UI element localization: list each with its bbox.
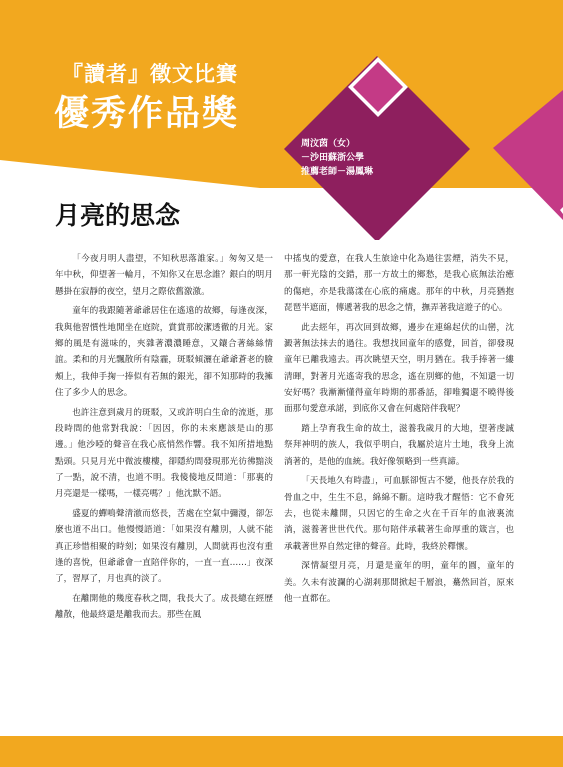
article-column-left (55, 251, 273, 627)
magenta-triangle (493, 90, 563, 220)
paragraph: 在離開他的幾度春秋之間，我長大了。成長總在經歷離散，他最終還是離我而去。那些在風 (55, 593, 273, 621)
footer-band (0, 736, 563, 767)
article-column-right (284, 251, 514, 611)
white-corner-triangle (0, 160, 260, 188)
award-title: 優秀作品獎 (54, 94, 240, 134)
paragraph: 「今夜月明人盡望，不知秋思落誰家。」匆匆又是一年中秋，仰望著一輪月，不知你又在思念誰？銀白的明月懸掛在寂靜的夜空，望月之際依舊激激。 (55, 254, 273, 297)
article-title: 月亮的思念 (55, 201, 181, 230)
paragraph: 盛夏的蟬鳴聲清澈而悠長，苦處在空氣中彌漫，卻怎麼也道不出口。他慢慢語道：「如果沒有離別，人就不能真正珍惜相聚的時刻；如果沒有離別，人間就再也沒有重逢的喜悅，但爺爺會一直陪伴你的，一直一直……」夜深了，習厚了，月也真的淡了。 (55, 508, 273, 585)
paragraph: 踏上孕育我生命的故土，滋養我歲月的大地，望著虔誠祭拜神明的族人，我似乎明白，我屬於這片土地，我身上流淌著的，是他的血統。我好像領略到一些真諦。 (284, 423, 514, 467)
paragraph: 此去經年，再次回到故鄉，邊步在連綿起伏的山巒，沈澱著無法抹去的過往。我想找回童年的感覺，回首，卻發現童年已離我遠去。再次眺望天空，明月猶在。我手捧著一縷清暉，對著月光遙寄我的思念，遙在別鄉的他，不知還一切安好嗎？我漸漸懂得童年時期的那番話，卻唯獨還不曉得後面那句愛意承諾，到底你又會在何處陪伴我呢？ (284, 322, 514, 415)
paragraph: 「天長地久有時盡」，可血脈卻恆古不變，他長存於我的骨血之中，生生不息，綿綿不斷。這時我才醒悟：它不會死去，也從未離開，只因它的生命之火在千百年的血液裏流淌，滋養著世世代代。那句陪伴承載著生命厚重的箴言，也承載著世界自然定律的聲音。此時，我終於釋懷。 (284, 476, 514, 552)
author-teacher: 推薦老師－湯鳳琳 (301, 167, 374, 177)
paragraph: 深情凝望月亮，月還是童年的明，童年的圓，童年的美。久未有波瀾的心湖剎那間掀起千層浪，驀然回首，原來他一直都在。 (284, 561, 514, 604)
paragraph: 童年的我跟隨著爺爺居住在遙遠的故鄉，每逢夜深，我與他習慣性地閒坐在庭院，賞賞那皎潔透徹的月光。家鄉的風是有滋味的，夾雜著濃濃睡意，又鑲合著絲絲情誼。柔和的月光飄散所有陰霾，斑駁傾灑在爺爺蒼老的臉頰上，我伸手掬一捧似有若無的銀光，卻不知那時的我擁住了多少人的思念。 (55, 306, 273, 398)
paragraph: 也許注意到歲月的斑駁，又或許明白生命的流逝，那段時間的他常對我說：「因因，你的未來應該是山的那邊。」他沙啞的聲音在我心底悄然作響。我不知所措地點點頭。只見月光中微波樓樓，卻隱約間發現那光彷彿黯淡了一點，說不清，也道不明。我傻傻地反問道：「那裏的月亮還是一樣嗎，一樣亮嗎？」他沈默不語。 (55, 407, 273, 500)
contest-title: 『讀者』徵文比賽 (62, 62, 238, 86)
paragraph: 中搖曳的愛意，在我人生旅途中化為過往雲煙，消失不見，那一軒光陰的交錯，那一方故土的鄉愁，是我心底無法治癒的傷疤，亦是我蕩漾在心底的痛處。那年的中秋，月亮猶抱琵琶半遮面，傳遞著我的思念之情，撫弄著我這遊子的心。 (284, 254, 514, 313)
author-school: －沙田蘇浙公學 (301, 153, 365, 163)
author-info (301, 137, 405, 179)
author-name: 周汶茵（女） (301, 139, 356, 149)
